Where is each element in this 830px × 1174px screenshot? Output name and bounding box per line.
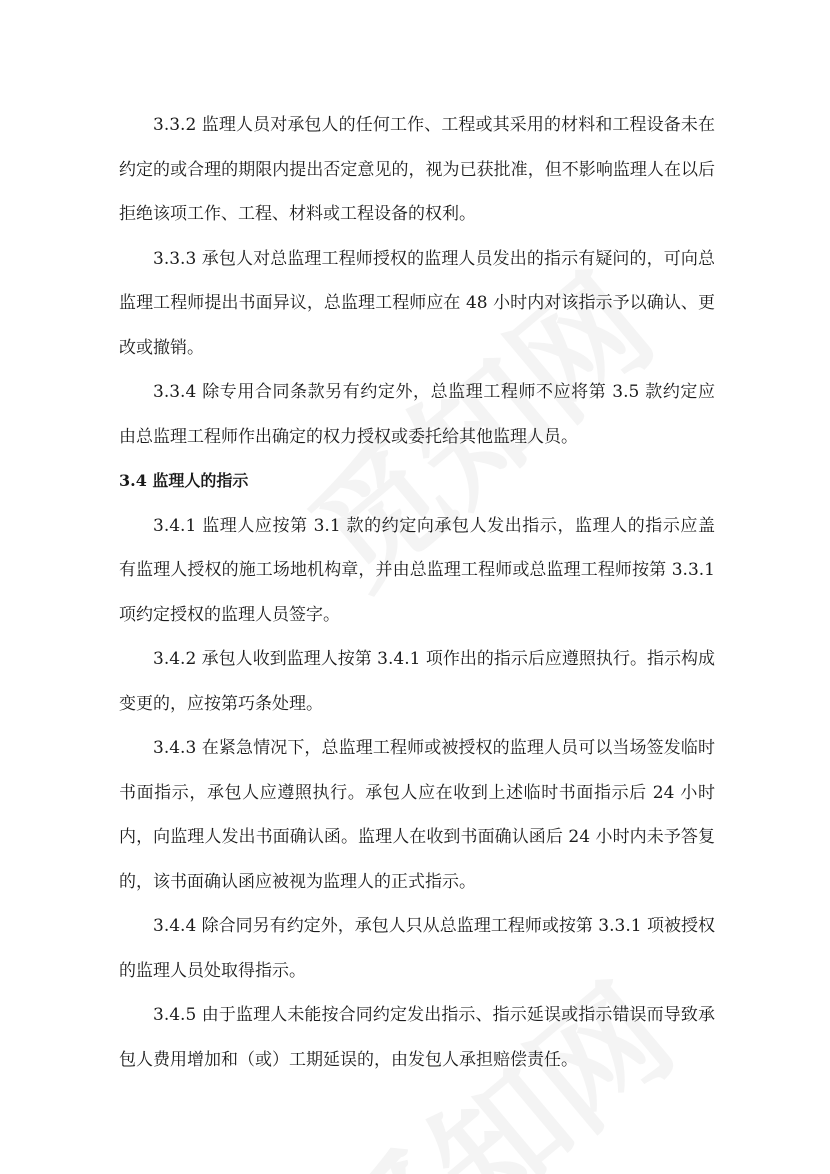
clause-3-4-3: 3.4.3 在紧急情况下，总监理工程师或被授权的监理人员可以当场签发临时书面指示，承包人应遵照执行。承包人应在收到上述临时书面指示后 24 小时内，向监理人发出书面确认函。监理人在收到书面确认函后 24 小时内未予答复的，该书面确认函应被视为监理人的正式指示。 xyxy=(119,738,715,892)
clause-3-4-4: 3.4.4 除合同另有约定外，承包人只从总监理工程师或按第 3.3.1 项被授权的监理人员处取得指示。 xyxy=(119,916,715,981)
document-body xyxy=(119,103,715,1082)
clause-3-3-3: 3.3.3 承包人对总监理工程师授权的监理人员发出的指示有疑问的，可向总监理工程师提出书面异议，总监理工程师应在 48 小时内对该指示予以确认、更改或撤销。 xyxy=(119,248,715,358)
clause-3-3-4: 3.3.4 除专用合同条款另有约定外，总监理工程师不应将第 3.5 款约定应由总监理工程师作出确定的权力授权或委托给其他监理人员。 xyxy=(119,382,715,447)
clause-3-4-5: 3.4.5 由于监理人未能按合同约定发出指示、指示延误或指示错误而导致承包人费用增加和（或）工期延误的，由发包人承担赔偿责任。 xyxy=(119,1005,715,1070)
section-heading-3-4: 3.4 监理人的指示 xyxy=(119,471,249,490)
clause-3-4-1: 3.4.1 监理人应按第 3.1 款的约定向承包人发出指示，监理人的指示应盖有监理人授权的施工场地机构章，并由总监理工程师或总监理工程师按第 3.3.1 项约定授权的监理人员签字。 xyxy=(119,515,715,625)
clause-3-4-2: 3.4.2 承包人收到监理人按第 3.4.1 项作出的指示后应遵照执行。指示构成变更的，应按第巧条处理。 xyxy=(119,649,715,714)
clause-3-3-2: 3.3.2 监理人员对承包人的任何工作、工程或其采用的材料和工程设备未在约定的或合理的期限内提出否定意见的，视为已获批准，但不影响监理人在以后拒绝该项工作、工程、材料或工程设备的权利。 xyxy=(119,115,715,224)
